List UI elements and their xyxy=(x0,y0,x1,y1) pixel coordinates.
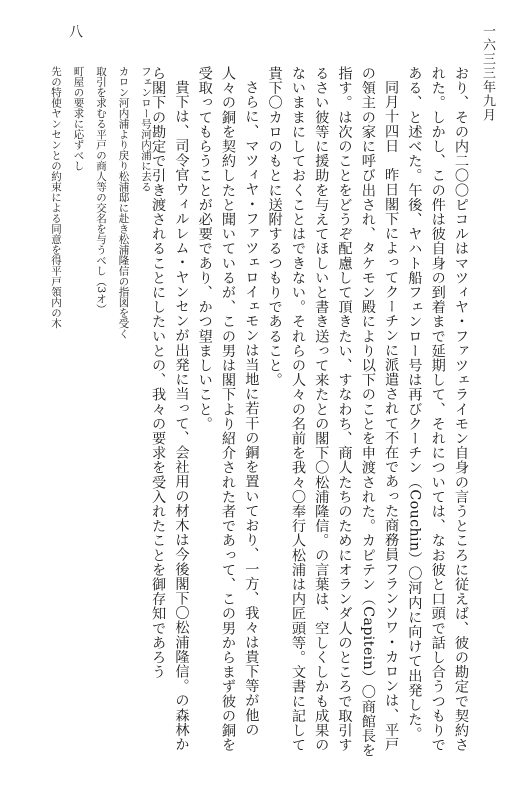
paragraph-3: さらに、マツィヤ・ファツェロイェモンは当地に若干の銅を置いており、一方、我々は貴下等が他の人々の銅を契約したと聞いているが、この男は閣下より紹介された者であって、この男からまず彼の銅を受取ってもらうことが必要であり、かつ望ましいこと。 xyxy=(196,66,260,753)
running-head: 一六三三年九月 xyxy=(480,24,495,122)
page-number: 八 xyxy=(67,24,83,38)
margin-note-4: 町屋の要求に応ずべし xyxy=(72,66,85,171)
margin-note-2: カロン河内浦より戻り松浦邸に赴き松浦隆信の指図を受く xyxy=(117,66,130,339)
margin-note-1: フェンロー号河内浦に去る xyxy=(140,66,152,192)
paragraph-2: 同月十四日 昨日閣下によってクーチンに派遣されて不在であった商務員フランソワ・カロンは、平戸の領主の家に呼び出され、タケモン殿により以下のことを申渡された。カピテン（Capitein）〇商館長を指す。は次のことをどうぞ配慮して頂きたい、すなわち、商人たちのためにオランダ人のところで取引するさい彼等に援助を与えてほしいと書き送って来たとの閣下〇松浦隆信。の言葉は、空しくしかも成果のないままにしておくことはできない。それらの人々の名前を我々〇奉行人松浦は内匠頭等。文書に記して貴下〇カロのもとに送附するつもりであること。 xyxy=(266,66,400,758)
paragraph-1: おり、その内二〇〇ピコルはマツィヤ・ファツェライモン自身の言うところに従えば、彼の勘定で契約された。しかし、この件は彼自身の到着まで延期して、それについては、なお彼と口頭で話し合うつもりである、と述べた。午後、ヤハト船フェンロー号は再びクーチン（Couchin）〇河内に向けて出発した。 xyxy=(406,66,469,753)
paragraph-4: 貴下は、司令官ウィルレム・ヤンセンが出発に当って、会社用の材木は今後閣下〇松浦隆信。の森林から閣下の勘定で引き渡されることにしたいとの、我々の要求を受入れたことを御存知であろう xyxy=(150,66,190,752)
margin-notes xyxy=(52,66,152,406)
margin-note-5: 先の特使ヤンセンとの約束による同意を得平戸領内の木 xyxy=(50,66,62,329)
margin-note-3: 取引を求むる平戸の商人等の交名を与うべし（3オ） xyxy=(95,66,107,315)
